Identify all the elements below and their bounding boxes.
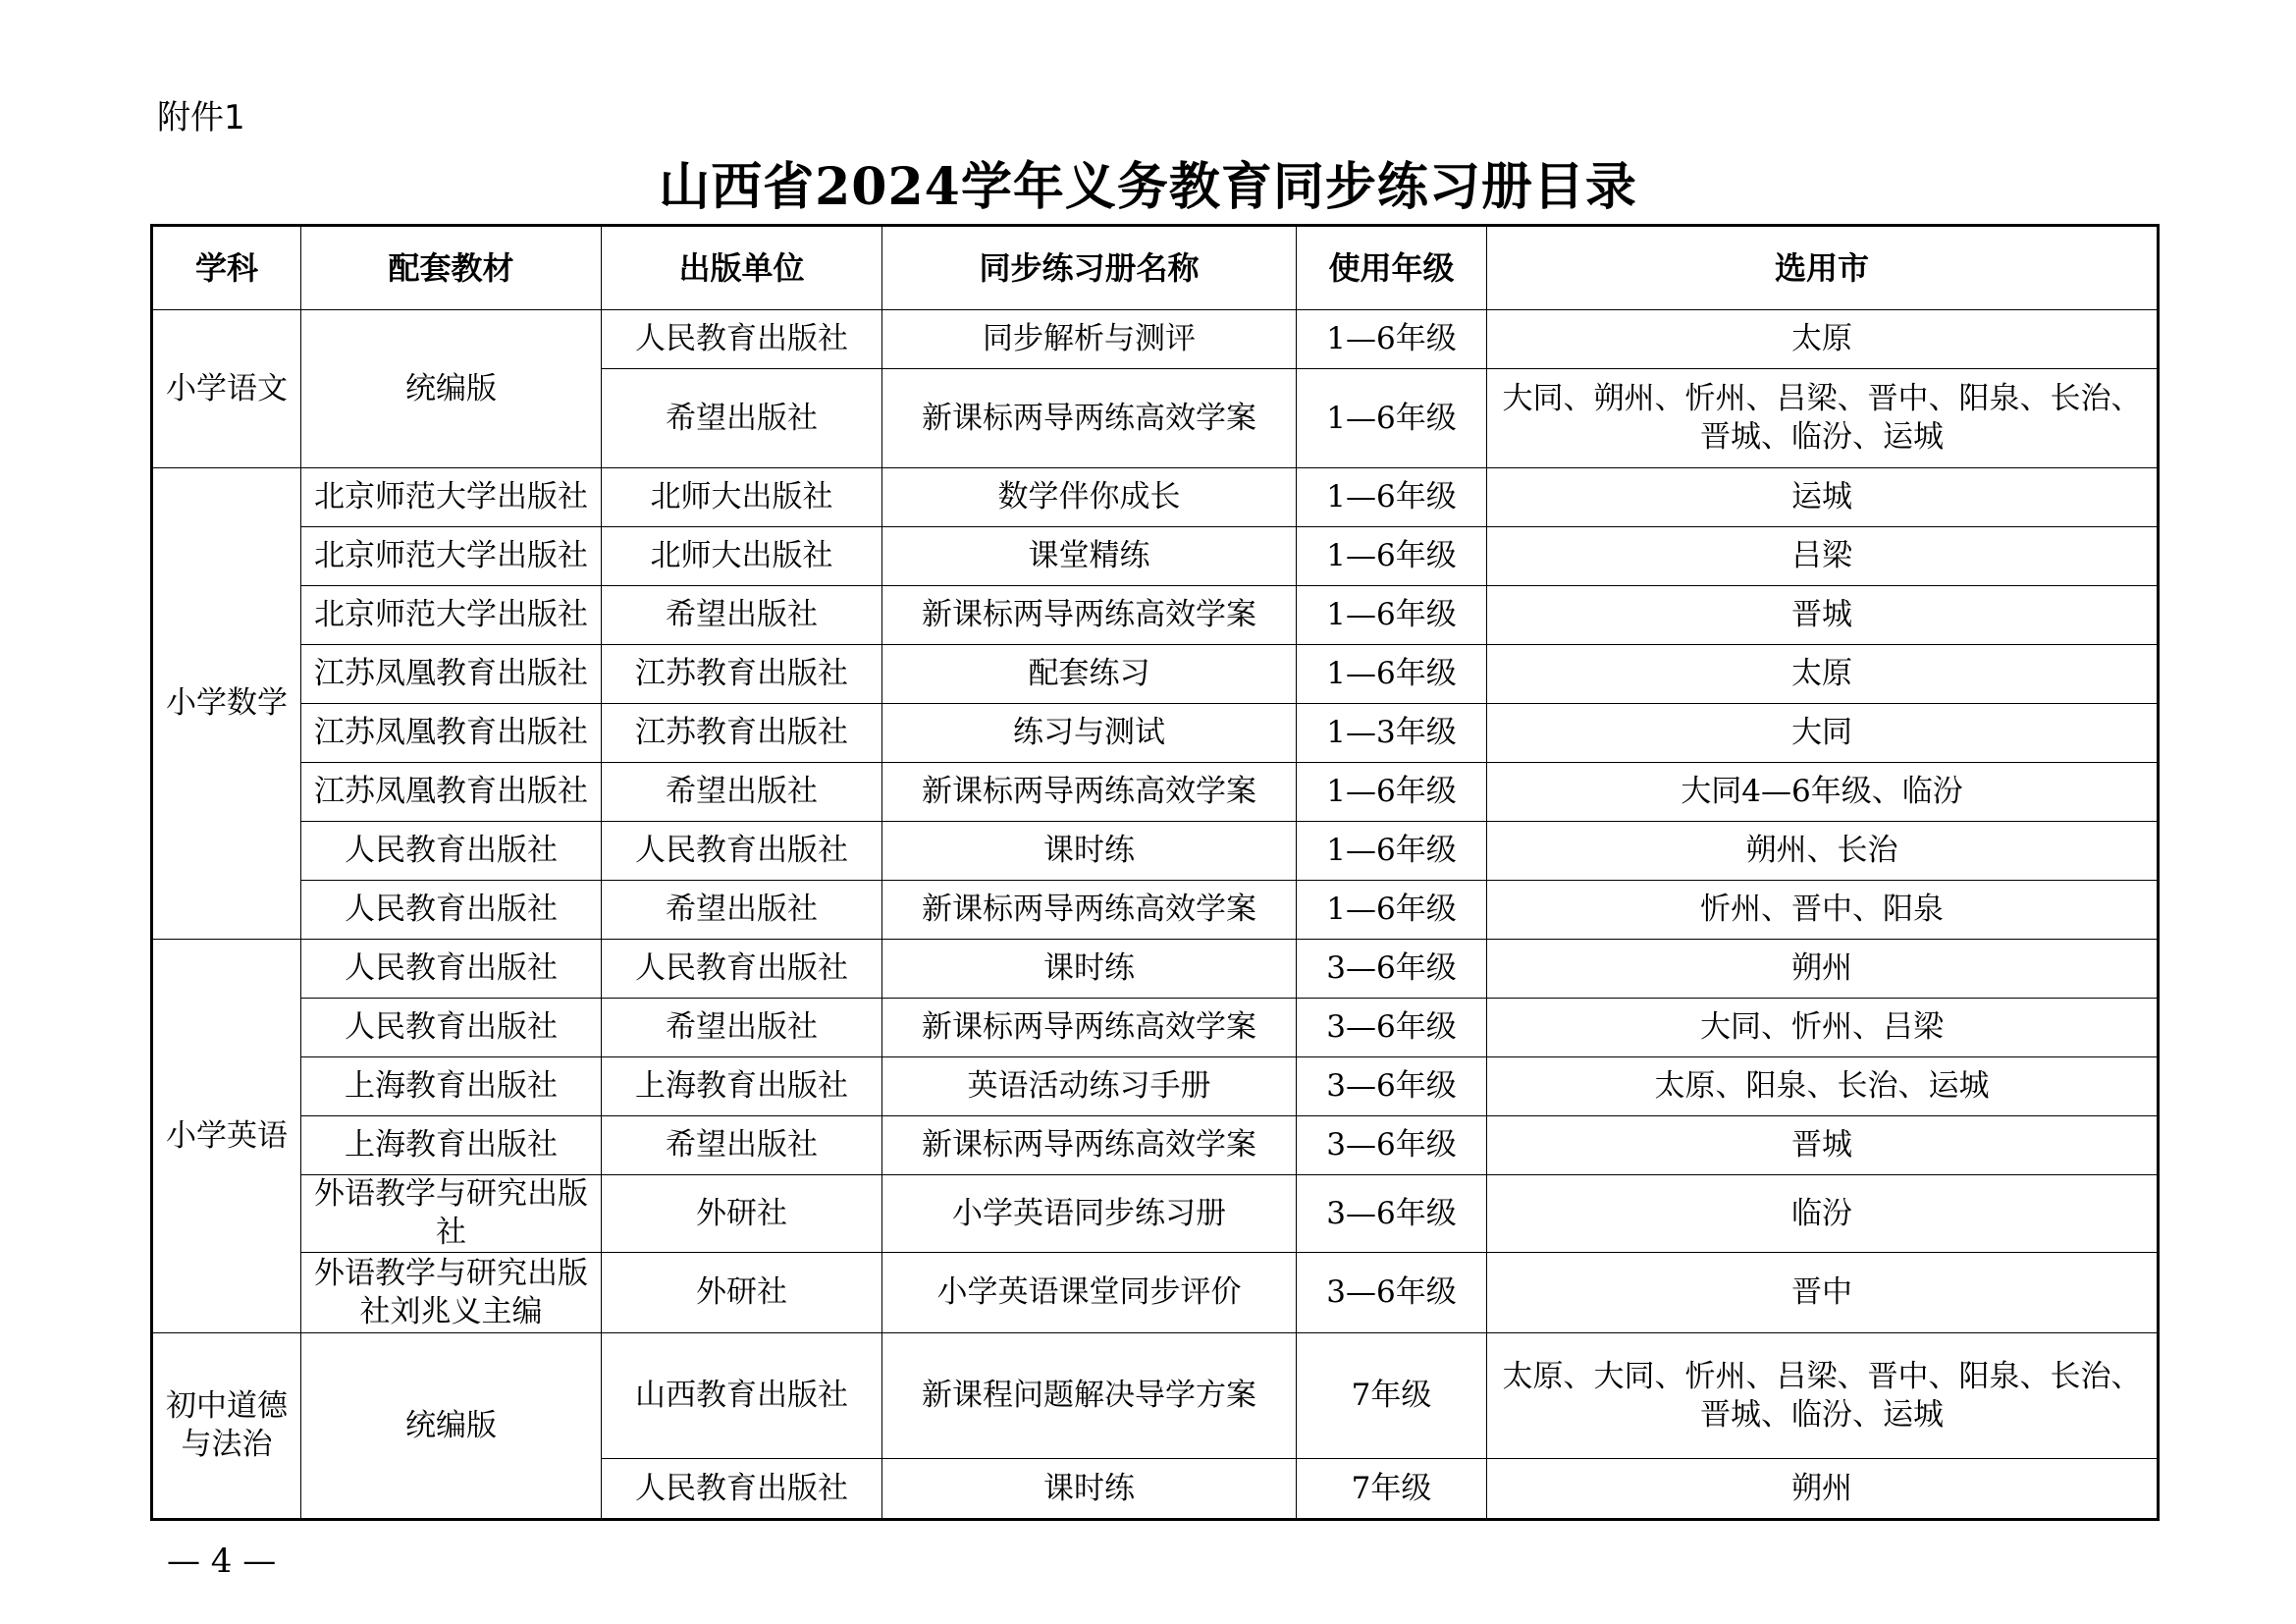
table-row [152, 940, 2159, 999]
textbook-cell: 上海教育出版社 [301, 1057, 602, 1116]
publisher-cell: 北师大出版社 [602, 468, 882, 527]
textbook-cell: 北京师范大学出版社 [301, 468, 602, 527]
cities-cell: 太原 [1487, 310, 2159, 369]
textbook-cell: 江苏凤凰教育出版社 [301, 763, 602, 822]
cities-cell: 晋城 [1487, 586, 2159, 645]
page-number: — 4 — [167, 1542, 277, 1581]
grade-cell: 1—6年级 [1297, 310, 1487, 369]
book-cell: 课时练 [882, 822, 1297, 881]
page-title: 山西省2024学年义务教育同步练习册目录 [659, 157, 1637, 217]
table-row [152, 822, 2159, 881]
table-row [152, 704, 2159, 763]
book-cell: 数学伴你成长 [882, 468, 1297, 527]
table-row [152, 1116, 2159, 1175]
catalog-table [150, 224, 2160, 1521]
grade-cell: 1—6年级 [1297, 527, 1487, 586]
textbook-cell: 人民教育出版社 [301, 822, 602, 881]
publisher-cell: 希望出版社 [602, 881, 882, 940]
book-cell: 新课标两导两练高效学案 [882, 1116, 1297, 1175]
book-cell: 新课标两导两练高效学案 [882, 881, 1297, 940]
cities-cell: 大同、朔州、忻州、吕梁、晋中、阳泉、长治、晋城、临汾、运城 [1487, 369, 2159, 468]
table-row [152, 999, 2159, 1057]
publisher-cell: 希望出版社 [602, 763, 882, 822]
publisher-cell: 外研社 [602, 1253, 882, 1333]
header-publisher: 出版单位 [602, 226, 882, 310]
table-row [152, 527, 2159, 586]
book-cell: 新课标两导两练高效学案 [882, 999, 1297, 1057]
grade-cell: 3—6年级 [1297, 999, 1487, 1057]
grade-cell: 3—6年级 [1297, 1253, 1487, 1333]
publisher-cell: 人民教育出版社 [602, 310, 882, 369]
book-cell: 配套练习 [882, 645, 1297, 704]
grade-cell: 1—6年级 [1297, 645, 1487, 704]
table-row [152, 468, 2159, 527]
publisher-cell: 江苏教育出版社 [602, 704, 882, 763]
grade-cell: 1—6年级 [1297, 468, 1487, 527]
table-row [152, 586, 2159, 645]
publisher-cell: 外研社 [602, 1175, 882, 1253]
cities-cell: 大同4—6年级、临汾 [1487, 763, 2159, 822]
grade-cell: 1—6年级 [1297, 369, 1487, 468]
table-row [152, 881, 2159, 940]
header-row [152, 226, 2159, 310]
cities-cell: 太原、阳泉、长治、运城 [1487, 1057, 2159, 1116]
textbook-cell: 北京师范大学出版社 [301, 527, 602, 586]
textbook-cell: 人民教育出版社 [301, 881, 602, 940]
book-cell: 新课标两导两练高效学案 [882, 369, 1297, 468]
publisher-cell: 希望出版社 [602, 369, 882, 468]
book-cell: 同步解析与测评 [882, 310, 1297, 369]
attachment-label: 附件1 [157, 98, 245, 137]
publisher-cell: 希望出版社 [602, 1116, 882, 1175]
table-row [152, 310, 2159, 369]
header-subject: 学科 [152, 226, 301, 310]
cities-cell: 忻州、晋中、阳泉 [1487, 881, 2159, 940]
publisher-cell: 上海教育出版社 [602, 1057, 882, 1116]
book-cell: 课堂精练 [882, 527, 1297, 586]
table-row [152, 1253, 2159, 1333]
grade-cell: 1—3年级 [1297, 704, 1487, 763]
book-cell: 新课程问题解决导学方案 [882, 1333, 1297, 1459]
header-book-name: 同步练习册名称 [882, 226, 1297, 310]
textbook-cell: 人民教育出版社 [301, 940, 602, 999]
textbook-cell: 江苏凤凰教育出版社 [301, 645, 602, 704]
cities-cell: 吕梁 [1487, 527, 2159, 586]
grade-cell: 1—6年级 [1297, 881, 1487, 940]
book-cell: 新课标两导两练高效学案 [882, 586, 1297, 645]
publisher-cell: 山西教育出版社 [602, 1333, 882, 1459]
grade-cell: 3—6年级 [1297, 1116, 1487, 1175]
cities-cell: 朔州 [1487, 1459, 2159, 1520]
grade-cell: 3—6年级 [1297, 1057, 1487, 1116]
header-cities: 选用市 [1487, 226, 2159, 310]
table-row [152, 763, 2159, 822]
grade-cell: 1—6年级 [1297, 822, 1487, 881]
book-cell: 新课标两导两练高效学案 [882, 763, 1297, 822]
grade-cell: 1—6年级 [1297, 763, 1487, 822]
subject-cell: 初中道德与法治 [152, 1333, 301, 1520]
subject-cell: 小学英语 [152, 940, 301, 1333]
cities-cell: 临汾 [1487, 1175, 2159, 1253]
book-cell: 小学英语同步练习册 [882, 1175, 1297, 1253]
cities-cell: 大同、忻州、吕梁 [1487, 999, 2159, 1057]
grade-cell: 7年级 [1297, 1459, 1487, 1520]
textbook-cell: 北京师范大学出版社 [301, 586, 602, 645]
cities-cell: 运城 [1487, 468, 2159, 527]
grade-cell: 7年级 [1297, 1333, 1487, 1459]
publisher-cell: 希望出版社 [602, 999, 882, 1057]
book-cell: 课时练 [882, 1459, 1297, 1520]
table-row [152, 1057, 2159, 1116]
book-cell: 课时练 [882, 940, 1297, 999]
cities-cell: 大同 [1487, 704, 2159, 763]
publisher-cell: 北师大出版社 [602, 527, 882, 586]
cities-cell: 太原 [1487, 645, 2159, 704]
subject-cell: 小学数学 [152, 468, 301, 940]
publisher-cell: 人民教育出版社 [602, 822, 882, 881]
table-row [152, 645, 2159, 704]
header-textbook: 配套教材 [301, 226, 602, 310]
cities-cell: 太原、大同、忻州、吕梁、晋中、阳泉、长治、晋城、临汾、运城 [1487, 1333, 2159, 1459]
book-cell: 练习与测试 [882, 704, 1297, 763]
publisher-cell: 人民教育出版社 [602, 940, 882, 999]
table-row [152, 1333, 2159, 1459]
grade-cell: 3—6年级 [1297, 940, 1487, 999]
book-cell: 小学英语课堂同步评价 [882, 1253, 1297, 1333]
cities-cell: 朔州、长治 [1487, 822, 2159, 881]
textbook-cell: 统编版 [301, 310, 602, 468]
textbook-cell: 上海教育出版社 [301, 1116, 602, 1175]
publisher-cell: 希望出版社 [602, 586, 882, 645]
table-row [152, 1175, 2159, 1253]
subject-cell: 小学语文 [152, 310, 301, 468]
cities-cell: 晋城 [1487, 1116, 2159, 1175]
publisher-cell: 人民教育出版社 [602, 1459, 882, 1520]
header-grade: 使用年级 [1297, 226, 1487, 310]
grade-cell: 3—6年级 [1297, 1175, 1487, 1253]
book-cell: 英语活动练习手册 [882, 1057, 1297, 1116]
cities-cell: 晋中 [1487, 1253, 2159, 1333]
grade-cell: 1—6年级 [1297, 586, 1487, 645]
textbook-cell: 人民教育出版社 [301, 999, 602, 1057]
textbook-cell: 江苏凤凰教育出版社 [301, 704, 602, 763]
cities-cell: 朔州 [1487, 940, 2159, 999]
textbook-cell: 统编版 [301, 1333, 602, 1520]
textbook-cell: 外语教学与研究出版社刘兆义主编 [301, 1253, 602, 1333]
textbook-cell: 外语教学与研究出版社 [301, 1175, 602, 1253]
publisher-cell: 江苏教育出版社 [602, 645, 882, 704]
